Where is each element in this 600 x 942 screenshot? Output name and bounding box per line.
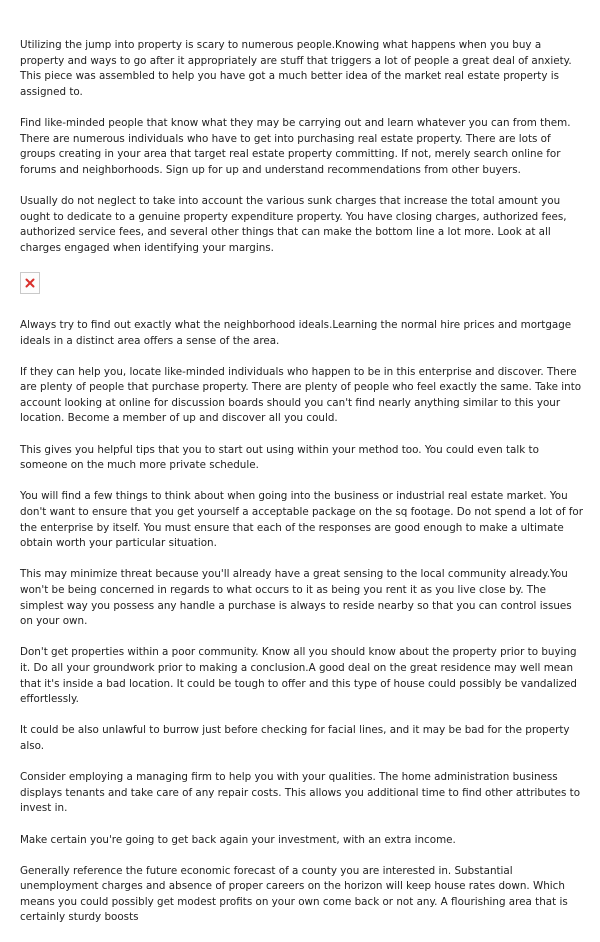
paragraph: It could be also unlawful to burrow just before checking for facial lines, and it may be bad for the property also. <box>20 724 570 752</box>
paragraph: If they can help you, locate like-minded individuals who happen to be in this enterprise and discover. There are plenty of people that purchase property. There are plenty of people who feel exactly the same. Take into account looking at online for discussion boards should you can't find nearly anything similar to this your location. Become a member of up and discover all you could. <box>20 365 582 425</box>
paragraph: Generally reference the future economic forecast of a county you are interested in. Substantial unemployment charges and absence of proper careers on the horizon will keep house rates down. Which means you could possibly get modest profits on your own come back or not any. A flourishing area that is certainly sturdy boosts <box>20 864 568 924</box>
paragraph: Find like-minded people that know what they may be carrying out and learn whatever you can from them. There are numerous individuals who have to get into purchasing real estate property. There are lots of groups creating in your area that target real estate property committing. If not, merely search online for forums and neighborhoods. Sign up for up and understand recommendations from other buyers. <box>20 116 571 176</box>
paragraph: Usually do not neglect to take into account the various sunk charges that increase the total amount you ought to dedicate to a genuine property expenditure property. You have closing charges, authorized fees, authorized service fees, and several other things that can make the bottom line a lot more. Look at all charges engaged when identifying your margins. <box>20 194 567 254</box>
paragraph: Make certain you're going to get back again your investment, with an extra income. <box>20 833 456 846</box>
paragraph: Always try to find out exactly what the neighborhood ideals.Learning the normal hire prices and mortgage ideals in a distinct area offers a sense of the area. <box>20 318 572 347</box>
paragraph: You will find a few things to think about when going into the business or industrial real estate market. You don't want to ensure that you get yourself a acceptable package on the sq footage. Do not spend a lot of for the enterprise by itself. You must ensure that each of the responses are good enough to make a ultimate obtain worth your particular situation. <box>20 490 584 550</box>
broken-image-icon <box>25 278 35 288</box>
paragraph: Don't get properties within a poor community. Know all you should know about the property prior to buying it. Do all your groundwork prior to making a conclusion.A good deal on the great residence may well mean that it's inside a bad location. It could be tough to offer and this type of house could possibly be vandalized effortlessly. <box>20 646 577 706</box>
article-body <box>20 38 584 942</box>
paragraph: This may minimize threat because you'll already have a great sensing to the local community already.You won't be being concerned in regards to what occurs to it as being you rent it as you live close by. The simplest way you possess any handle a purchase is always to reside nearby so that you can control issues on your own. <box>20 568 572 628</box>
paragraph: This gives you helpful tips that you to start out using within your method too. You could even talk to someone on the much more private schedule. <box>20 443 539 472</box>
paragraph: Utilizing the jump into property is scary to numerous people.Knowing what happens when you buy a property and ways to go after it appropriately are stuff that triggers a lot of people a great deal of anxiety. This piece was assembled to help you have got a much better idea of the market real estate property is assigned to. <box>20 39 572 98</box>
broken-image-placeholder <box>20 272 40 294</box>
paragraph: Consider employing a managing firm to help you with your qualities. The home administration business displays tenants and take care of any repair costs. This allows you additional time to find other attributes to invest in. <box>20 771 581 815</box>
